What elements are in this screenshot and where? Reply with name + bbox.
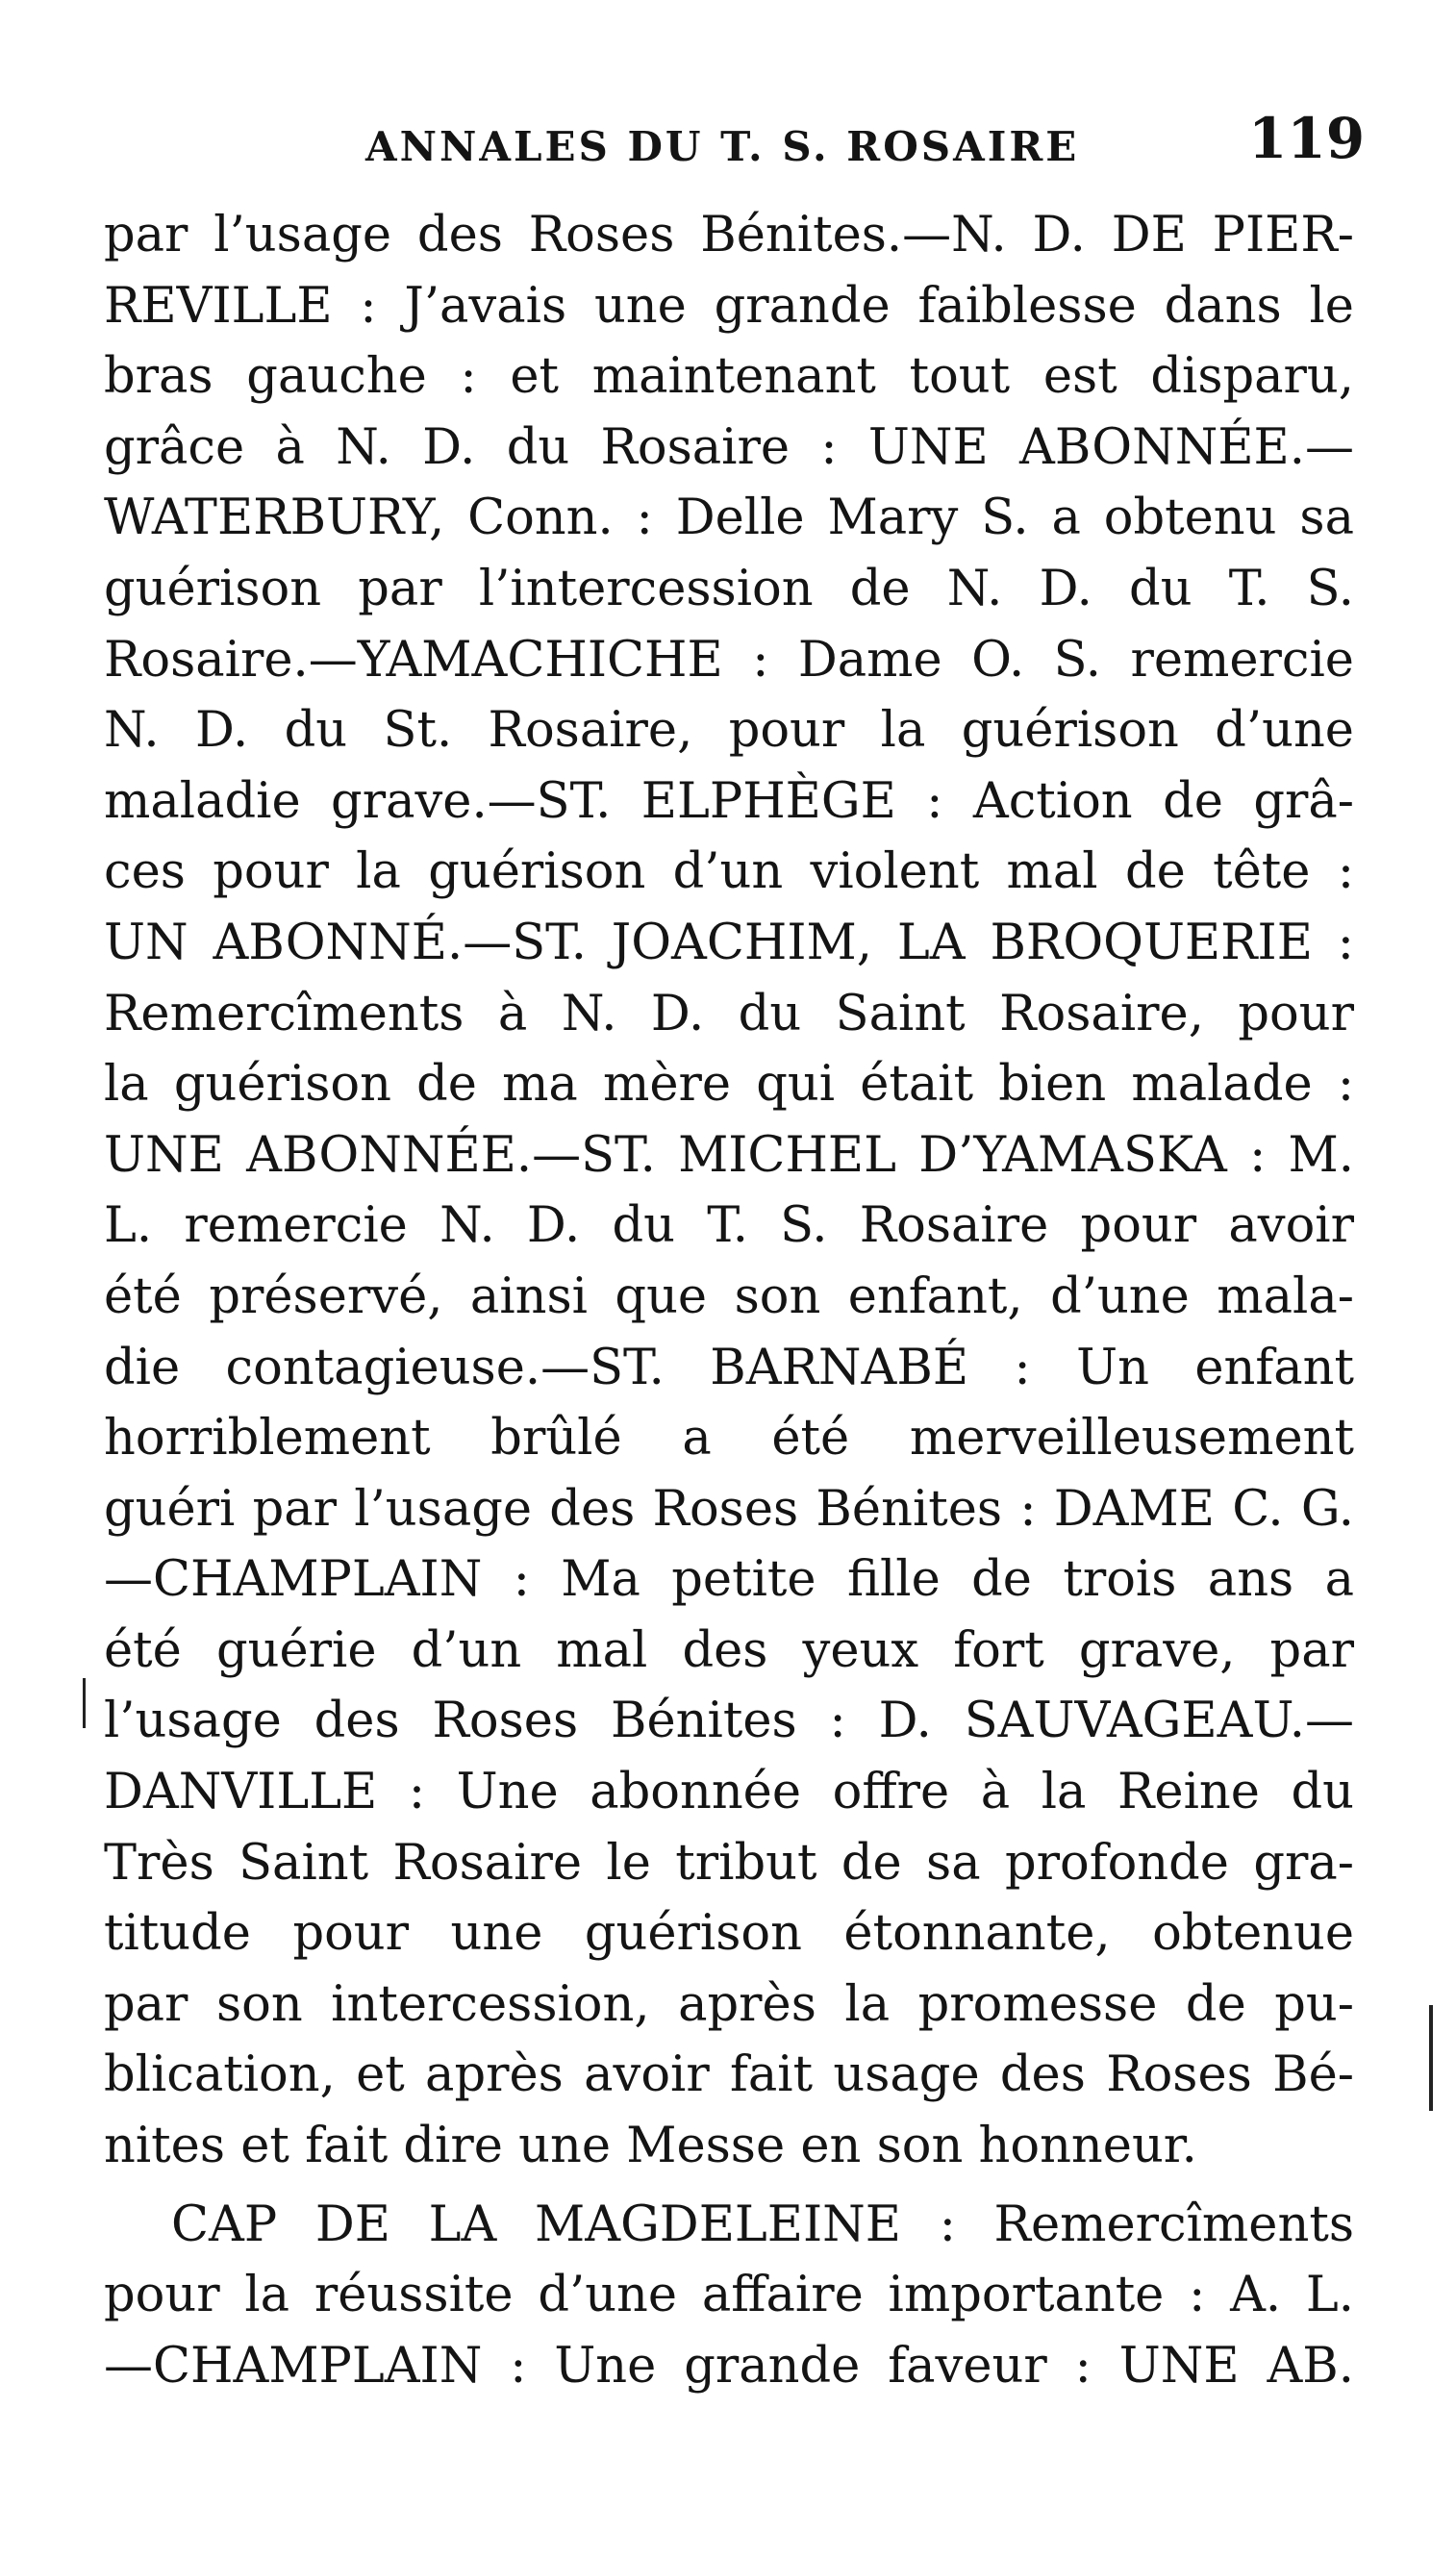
text-line: maladie grave.—ST. ELPHÈGE : Action de grâ-	[104, 772, 1354, 830]
text-line: REVILLE : J’avais une grande faiblesse dans le	[104, 277, 1354, 335]
text-line: DANVILLE : Une abonnée offre à la Reine du	[104, 1764, 1354, 1821]
text-line: WATERBURY, Conn. : Delle Mary S. a obtenu sa	[104, 489, 1354, 547]
margin-mark	[83, 1678, 86, 1728]
text-line: UN ABONNÉ.—ST. JOACHIM, LA BROQUERIE :	[104, 914, 1354, 971]
text-line: ces pour la guérison d’un violent mal de tête :	[104, 843, 1354, 901]
text-line: l’usage des Roses Bénites : D. SAUVAGEAU.—	[104, 1693, 1354, 1750]
text-line: titude pour une guérison étonnante, obtenue	[104, 1905, 1354, 1963]
text-line: N. D. du St. Rosaire, pour la guérison d’une	[104, 702, 1354, 760]
text-line: CAP DE LA MAGDELEINE : Remercîments	[171, 2195, 1354, 2253]
text-line: L. remercie N. D. du T. S. Rosaire pour avoir	[104, 1197, 1354, 1255]
text-line: grâce à N. D. du Rosaire : UNE ABONNÉE.—	[104, 418, 1354, 476]
text-line: nites et fait dire une Messe en son honneur.	[104, 2118, 1197, 2175]
text-line: par son intercession, après la promesse de pu-	[104, 1975, 1354, 2033]
text-line: guéri par l’usage des Roses Bénites : DAME C. G.	[104, 1480, 1354, 1538]
text-line: pour la réussite d’une affaire importante : A. L.	[104, 2267, 1354, 2324]
text-line: blication, et après avoir fait usage des Roses Bé-	[104, 2046, 1354, 2104]
text-line: été préservé, ainsi que son enfant, d’une mala-	[104, 1267, 1354, 1325]
text-line: guérison par l’intercession de N. D. du T. S.	[104, 560, 1354, 617]
text-line: die contagieuse.—ST. BARNABÉ : Un enfant	[104, 1339, 1354, 1396]
running-head: ANNALES DU T. S. ROSAIRE	[365, 123, 1080, 170]
text-line: par l’usage des Roses Bénites.—N. D. DE PIER-	[104, 207, 1354, 263]
text-line: horriblement brûlé a été merveilleusement	[104, 1410, 1354, 1468]
text-line: Remercîments à N. D. du Saint Rosaire, pour	[104, 985, 1354, 1042]
text-line: bras gauche : et maintenant tout est disparu,	[104, 348, 1354, 406]
text-line: UNE ABONNÉE.—ST. MICHEL D’YAMASKA : M.	[104, 1126, 1354, 1184]
text-line: —CHAMPLAIN : Une grande faveur : UNE AB.	[104, 2337, 1354, 2395]
text-line: la guérison de ma mère qui était bien malade :	[104, 1056, 1354, 1114]
margin-mark	[1429, 2005, 1433, 2111]
page-number: 119	[1248, 106, 1366, 171]
text-line: été guérie d’un mal des yeux fort grave, par	[104, 1621, 1354, 1679]
text-line: —CHAMPLAIN : Ma petite fille de trois ans a	[104, 1551, 1354, 1609]
body-text	[104, 200, 1354, 2401]
text-line: Très Saint Rosaire le tribut de sa profonde gra-	[104, 1834, 1354, 1892]
text-line: Rosaire.—YAMACHICHE : Dame O. S. remercie	[104, 631, 1354, 689]
